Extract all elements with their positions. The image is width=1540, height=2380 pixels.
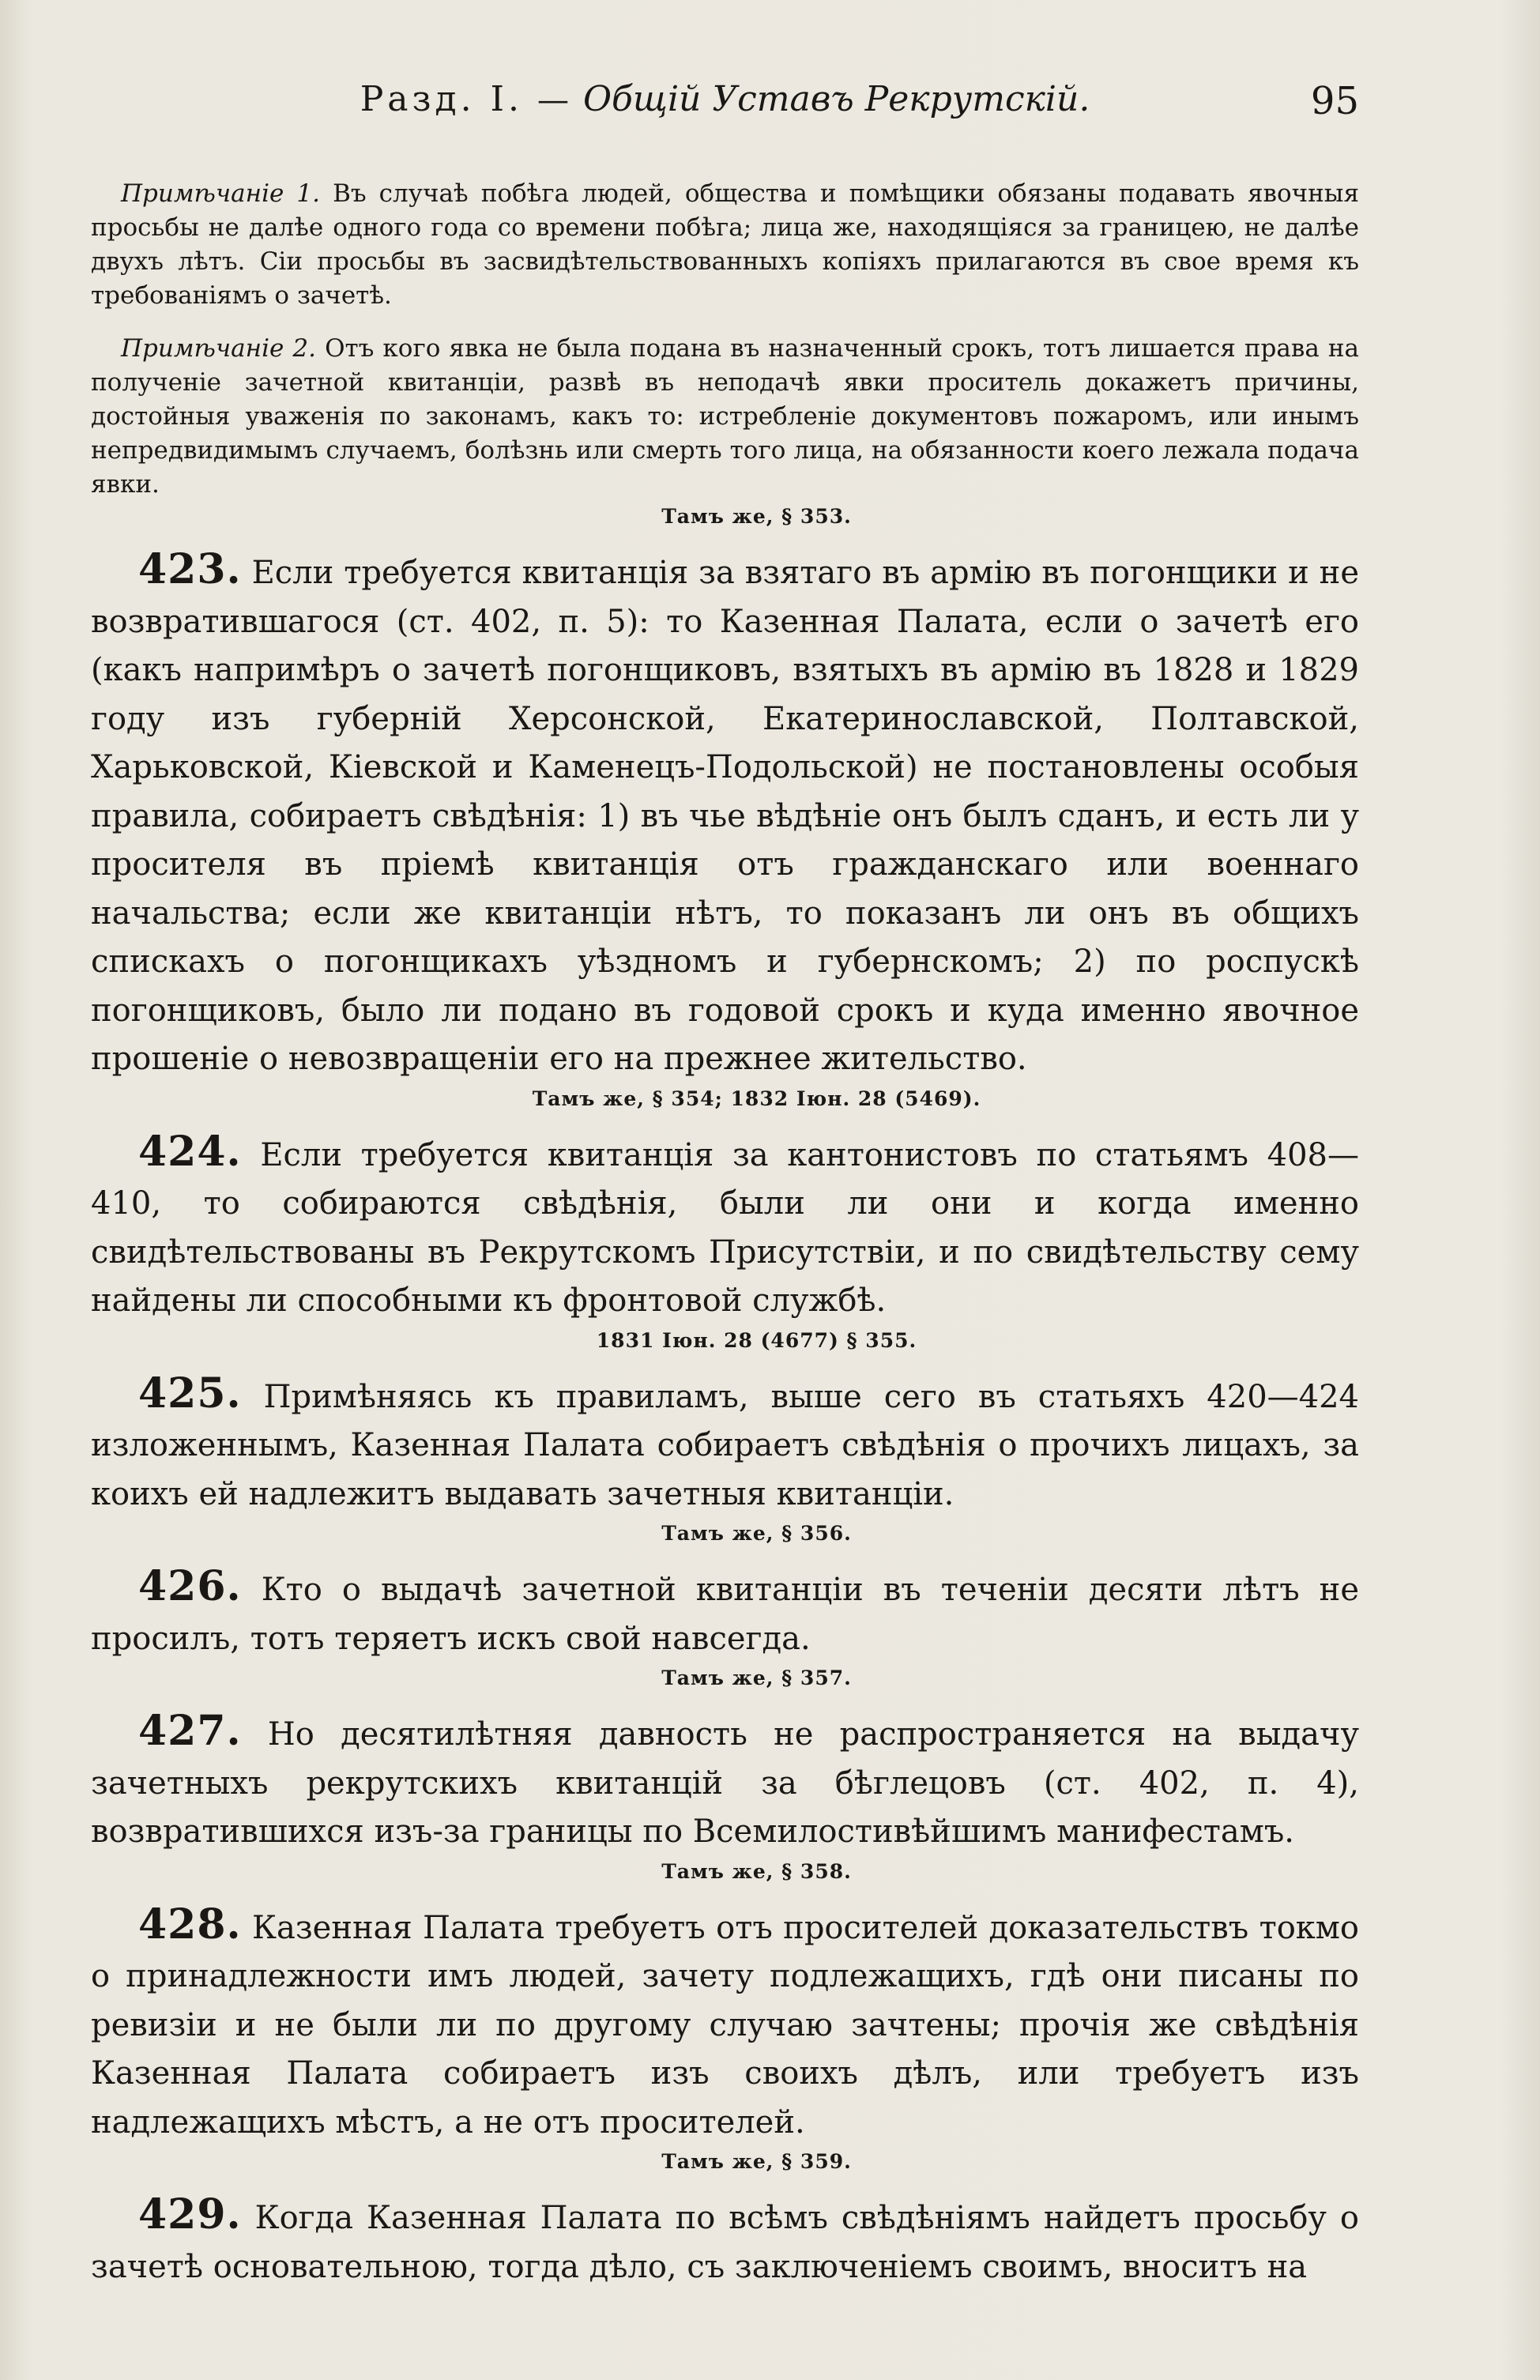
article-number: 426. xyxy=(138,1562,242,1610)
article-429 xyxy=(91,2190,1359,2292)
article-text: Примѣняясь къ правиламъ, выше сего въ статьяхъ 420—424 изложеннымъ, Казенная Палата собираетъ свѣдѣнія о прочихъ лицахъ, за коихъ ей надлежитъ выдавать зачетныя квитанціи. xyxy=(91,1378,1359,1512)
source-reference: Тамъ же, § 353. xyxy=(661,505,852,528)
article-424 xyxy=(91,1128,1359,1326)
article-428 xyxy=(91,1900,1359,2148)
note-label: Примѣчаніе 1. xyxy=(121,179,320,208)
article-text: Но десятилѣтняя давность не распространяется на выдачу зачетныхъ рекрутскихъ квитанцій за бѣглецовъ (ст. 402, п. 4), возвратившихся изъ-за границы по Всемилостивѣйшимъ манифестамъ. xyxy=(91,1716,1359,1850)
article-number: 423. xyxy=(138,545,242,593)
article-423 xyxy=(91,545,1359,1084)
note-1 xyxy=(91,177,1359,313)
article-text: Если требуется квитанція за кантонистовъ по статьямъ 408—410, то собираются свѣдѣнія, были ли они и когда именно свидѣтельствованы въ Рекрутскомъ Присутствіи, и по свидѣтельству сему найдены ли способными къ фронтовой службѣ. xyxy=(91,1136,1359,1319)
source-reference: Тамъ же, § 356. xyxy=(661,1522,852,1545)
article-427 xyxy=(91,1707,1359,1857)
article-text: Если требуется квитанція за взятаго въ армію въ погонщики и не возвратившагося (ст. 402, п. 5): то Казенная Палата, если о зачетѣ его (какъ напримѣръ о зачетѣ погонщиковъ, взятыхъ въ армію въ 1828 и 1829 году изъ губерній Херсонской, Екатеринославской, Полтавской, Харьковской, Кіевской и Каменецъ-Подольской) не постановлены особыя правила, собираетъ свѣдѣнія: 1) въ чье вѣдѣніе онъ былъ сданъ, и есть ли у просителя въ пріемѣ квитанція отъ гражданскаго или военнаго начальства; если же квитанціи нѣтъ, то показанъ ли онъ въ общихъ спискахъ о погонщикахъ уѣздномъ и губернскомъ; 2) по роспускѣ погонщиковъ, было ли подано въ годовой срокъ и куда именно явочное прошеніе о невозвращеніи его на прежнее жительство. xyxy=(91,555,1359,1077)
article-number: 427. xyxy=(138,1707,242,1755)
note-label: Примѣчаніе 2. xyxy=(121,334,316,363)
article-number: 425. xyxy=(138,1369,242,1418)
article-number: 424. xyxy=(138,1127,242,1176)
article-text: Когда Казенная Палата по всѣмъ свѣдѣніямъ найдетъ просьбу о зачетѣ основательною, тогда дѣло, съ заключеніемъ своимъ, вноситъ на xyxy=(91,2200,1359,2285)
note-text: Въ случаѣ побѣга людей, общества и помѣщики обязаны подавать явочныя просьбы не далѣе одного года со времени побѣга; лица же, находящіяся за границею, не далѣе двухъ лѣтъ. Сіи просьбы въ засвидѣтельствованныхъ копіяхъ прилагаются въ свое время къ требованіямъ о зачетѣ. xyxy=(91,179,1360,310)
header-dash: — xyxy=(537,82,569,119)
article-text: Казенная Палата требуетъ отъ просителей доказательствъ токмо о принадлежности имъ людей, зачету подлежащихъ, гдѣ они писаны по ревизіи и не были ли по другому случаю зачтены; прочія же свѣдѣнія Казенная Палата собираетъ изъ своихъ дѣлъ, или требуетъ изъ надлежащихъ мѣстъ, а не отъ просителей. xyxy=(91,1909,1360,2141)
running-header xyxy=(91,79,1359,142)
source-reference: Тамъ же, § 358. xyxy=(661,1859,852,1883)
source-reference: Тамъ же, § 357. xyxy=(661,1666,852,1689)
article-text: Кто о выдачѣ зачетной квитанціи въ теченіи десяти лѣтъ не просилъ, тотъ теряетъ искъ свой навсегда. xyxy=(91,1572,1359,1657)
source-reference: 1831 Іюн. 28 (4677) § 355. xyxy=(596,1328,917,1352)
section-label: Разд. I. xyxy=(360,79,523,119)
source-reference: Тамъ же, § 359. xyxy=(661,2150,852,2173)
header-title: Общій Уставъ Рекрутскій. xyxy=(582,79,1090,119)
note-2 xyxy=(91,332,1359,502)
source-reference: Тамъ же, § 354; 1832 Іюн. 28 (5469). xyxy=(532,1086,981,1110)
article-426 xyxy=(91,1562,1359,1663)
article-number: 429. xyxy=(138,2190,242,2239)
note-text: Отъ кого явка не была подана въ назначенный срокъ, тотъ лишается права на полученіе зачетной квитанціи, развѣ въ неподачѣ явки проситель докажетъ причины, достойныя уваженія по законамъ, какъ то: истребленіе документовъ пожаромъ, или инымъ непредвидимымъ случаемъ, болѣзнь или смерть того лица, на обязанности коего лежала подача явки. xyxy=(91,334,1360,499)
article-number: 428. xyxy=(138,1900,242,1949)
text-column xyxy=(91,79,1359,2292)
page-number: 95 xyxy=(1310,79,1359,123)
article-425 xyxy=(91,1369,1359,1520)
